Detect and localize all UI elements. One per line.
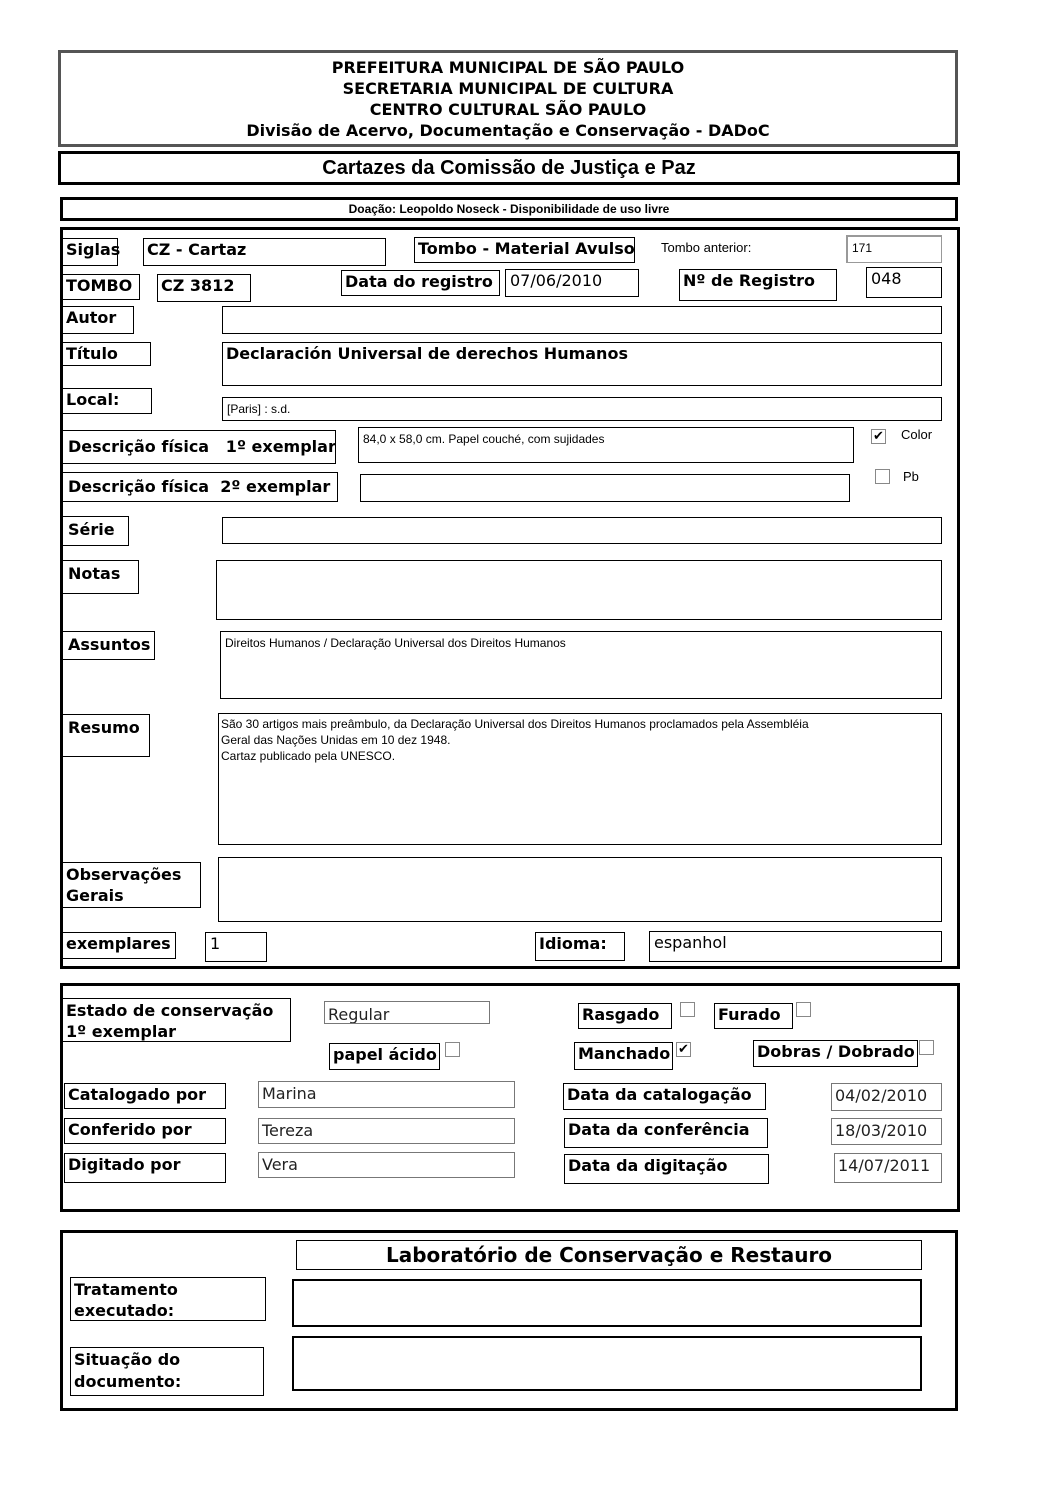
digitado-field[interactable]: Vera <box>258 1152 515 1178</box>
siglas-label: Siglas <box>62 238 118 266</box>
resumo-line-1: São 30 artigos mais preâmbulo, da Declaração Universal dos Direitos Humanos proclamados pela Assembléia <box>221 717 809 731</box>
digitado-label: Digitado por <box>64 1153 226 1183</box>
header-line-1: PREFEITURA MUNICIPAL DE SÃO PAULO <box>331 58 685 77</box>
data-catalogacao-field[interactable]: 04/02/2010 <box>831 1083 942 1111</box>
observacoes-label-line-1: Observações <box>66 865 182 884</box>
observacoes-field[interactable] <box>218 857 942 922</box>
resumo-line-2: Geral das Nações Unidas em 10 dez 1948. <box>221 733 451 747</box>
exemplares-field[interactable]: 1 <box>205 932 267 962</box>
data-digitacao-label: Data da digitação <box>564 1154 769 1184</box>
serie-field[interactable] <box>222 517 942 544</box>
situacao-label <box>70 1347 264 1396</box>
resumo-line-3: Cartaz publicado pela UNESCO. <box>221 749 396 763</box>
assuntos-label: Assuntos <box>62 631 155 660</box>
desc-fisica-1-label: Descrição física 1º exemplar <box>62 430 336 464</box>
furado-checkbox[interactable] <box>796 1002 811 1017</box>
idioma-label: Idioma: <box>535 932 625 961</box>
autor-field[interactable] <box>222 306 942 334</box>
header-line-4: Divisão de Acervo, Documentação e Conservação - DADoC <box>246 121 770 140</box>
desc-fisica-1-field[interactable]: 84,0 x 58,0 cm. Papel couché, com sujidades <box>358 427 854 463</box>
data-conferencia-label: Data da conferência <box>564 1118 768 1148</box>
titulo-label: Título <box>62 342 151 366</box>
data-registro-field[interactable]: 07/06/2010 <box>505 269 639 297</box>
resumo-field[interactable] <box>218 713 942 845</box>
data-registro-label: Data do registro <box>341 270 500 296</box>
siglas-field[interactable]: CZ - Cartaz <box>143 238 386 266</box>
estado-label-line-2: 1º exemplar <box>66 1022 177 1041</box>
local-field[interactable]: [Paris] : s.d. <box>222 397 942 421</box>
tombo-field[interactable]: CZ 3812 <box>157 274 251 302</box>
notas-field[interactable] <box>216 560 942 620</box>
tratamento-label <box>70 1277 266 1321</box>
exemplares-label: exemplares <box>62 932 176 959</box>
tombo-anterior-label: Tombo anterior: <box>661 240 752 255</box>
estado-conservacao-label <box>62 998 291 1042</box>
pb-checkbox[interactable] <box>875 469 890 484</box>
idioma-field[interactable]: espanhol <box>649 931 942 962</box>
tratamento-label-line-2: executado: <box>74 1301 175 1320</box>
donation-banner: Doação: Leopoldo Noseck - Disponibilidade de uso livre <box>60 197 958 221</box>
lab-title: Laboratório de Conservação e Restauro <box>296 1240 922 1270</box>
header-line-3: CENTRO CULTURAL SÃO PAULO <box>369 100 647 119</box>
color-checkbox[interactable]: ✔ <box>871 429 886 444</box>
situacao-field[interactable] <box>292 1336 922 1391</box>
catalogado-field[interactable]: Marina <box>258 1081 515 1108</box>
notas-label: Notas <box>62 560 139 594</box>
estado-conservacao-field[interactable]: Regular <box>324 1001 490 1024</box>
tratamento-label-line-1: Tratamento <box>74 1280 178 1299</box>
observacoes-label-line-2: Gerais <box>66 886 124 905</box>
situacao-label-line-1: Situação do <box>74 1350 181 1369</box>
furado-label: Furado <box>714 1003 793 1029</box>
conferido-label: Conferido por <box>64 1118 226 1144</box>
assuntos-field[interactable]: Direitos Humanos / Declaração Universal dos Direitos Humanos <box>220 631 942 699</box>
resumo-label: Resumo <box>62 714 150 757</box>
pb-label: Pb <box>903 469 919 484</box>
n-registro-label: Nº de Registro <box>679 269 837 301</box>
rasgado-label: Rasgado <box>578 1003 672 1029</box>
n-registro-field[interactable]: 048 <box>866 267 942 298</box>
manchado-label: Manchado <box>574 1042 673 1070</box>
header-line-2: SECRETARIA MUNICIPAL DE CULTURA <box>342 79 674 98</box>
collection-title: Cartazes da Comissão de Justiça e Paz <box>58 151 960 185</box>
institution-header <box>58 50 958 147</box>
situacao-label-line-2: documento: <box>74 1372 182 1391</box>
dobras-label: Dobras / Dobrado <box>753 1040 918 1067</box>
data-conferencia-field[interactable]: 18/03/2010 <box>831 1118 942 1145</box>
color-label: Color <box>901 427 933 442</box>
desc-fisica-2-field[interactable] <box>360 474 850 502</box>
dobras-checkbox[interactable] <box>919 1040 934 1055</box>
tombo-material-label: Tombo - Material Avulso <box>414 237 635 263</box>
conferido-field[interactable]: Tereza <box>258 1118 515 1144</box>
serie-label: Série <box>62 516 129 546</box>
observacoes-label <box>62 862 201 908</box>
tombo-label: TOMBO <box>62 274 140 300</box>
desc-fisica-2-label: Descrição física 2º exemplar <box>62 472 338 502</box>
papel-acido-label: papel ácido <box>329 1043 440 1070</box>
titulo-field[interactable]: Declaración Universal de derechos Humanos <box>222 342 942 386</box>
tombo-anterior-field[interactable]: 171 <box>846 235 942 263</box>
autor-label: Autor <box>62 306 134 334</box>
data-digitacao-field[interactable]: 14/07/2011 <box>834 1153 942 1183</box>
local-label: Local: <box>62 388 152 414</box>
rasgado-checkbox[interactable] <box>680 1002 695 1017</box>
estado-label-line-1: Estado de conservação <box>66 1001 274 1020</box>
catalogado-label: Catalogado por <box>64 1083 226 1109</box>
manchado-checkbox[interactable]: ✔ <box>676 1042 691 1057</box>
data-catalogacao-label: Data da catalogação <box>563 1083 766 1110</box>
papel-acido-checkbox[interactable] <box>445 1042 460 1057</box>
tratamento-field[interactable] <box>292 1279 922 1327</box>
